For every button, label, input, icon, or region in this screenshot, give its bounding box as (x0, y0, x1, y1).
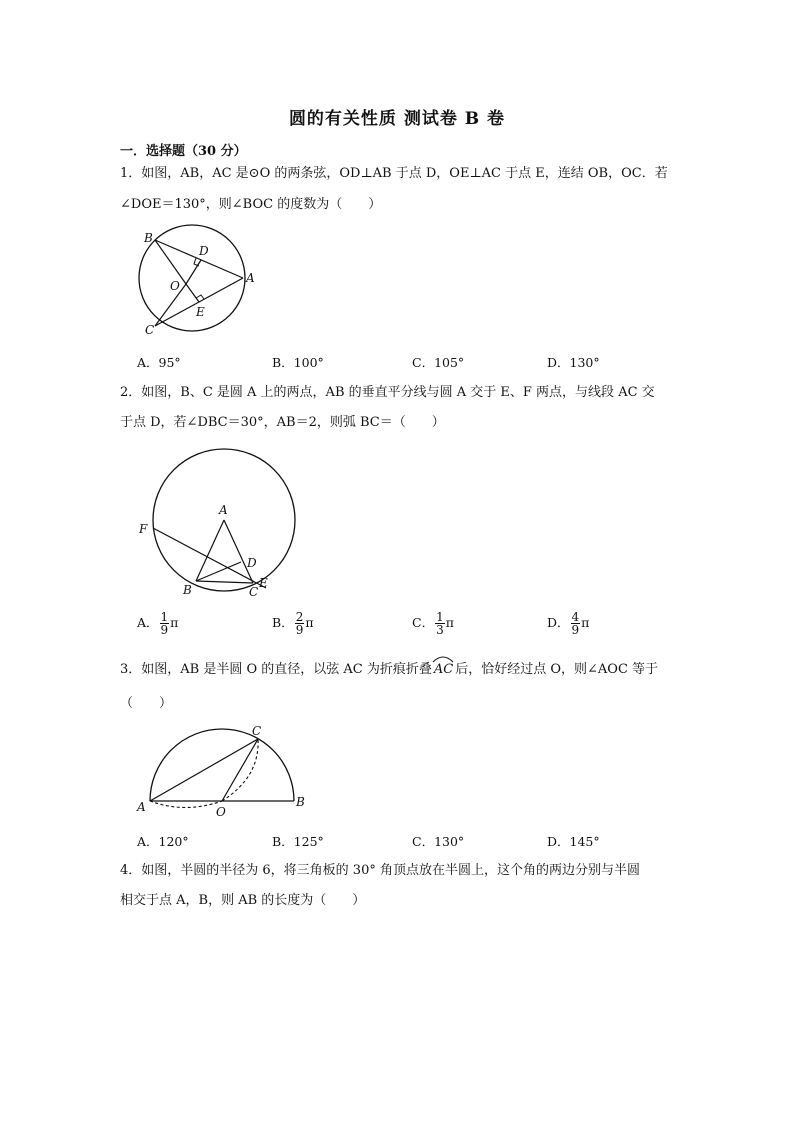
label-e: E (196, 305, 205, 319)
segment-bc (196, 581, 253, 583)
label-o: O (216, 805, 226, 819)
label-c: C (145, 323, 155, 337)
question-3-option-d: D．145° (547, 834, 600, 849)
label-b: B (144, 231, 153, 245)
question-2-option-a: A． $\frac{1}{9}$ π (137, 610, 179, 637)
question-2-option-b: B． $\frac{2}{9}$ π (272, 610, 314, 637)
label-c: C (249, 585, 259, 599)
label-e: E (259, 576, 268, 590)
circle-o (139, 225, 245, 331)
chord-ac (150, 739, 258, 801)
label-f: F (139, 522, 148, 536)
label-a: A (219, 503, 228, 517)
semicircle (150, 729, 294, 801)
question-2-option-d: D． $\frac{4}{9}$ π (547, 610, 590, 637)
segment-oe (186, 284, 199, 302)
label-c: C (252, 724, 262, 738)
question-3-option-a: A．120° (137, 834, 189, 849)
section-heading: 一．选择题（30 分） (120, 144, 247, 159)
question-2-option-c: C． $\frac{1}{3}$ π (412, 610, 454, 637)
segment-od (186, 260, 201, 284)
question-1-option-d: D．130° (547, 355, 600, 370)
right-angle-e (196, 295, 204, 299)
label-b: B (296, 795, 305, 809)
question-3-figure (130, 722, 320, 822)
question-2-line-2: 于点 D，若∠DBC＝30°，AB＝2，则弧 BC＝（ ） (120, 415, 445, 430)
label-a: A (137, 800, 146, 814)
question-1-figure (130, 222, 270, 347)
question-1-line-1: 1．如图，AB，AC 是⊙O 的两条弦，OD⊥AB 于点 D，OE⊥AC 于点 E，连结 OB，OC．若 (120, 166, 668, 181)
segment-ab (196, 520, 224, 581)
question-2-figure (130, 442, 305, 602)
question-1-option-b: B．100° (272, 355, 324, 370)
label-o: O (170, 279, 180, 293)
segment-oc (222, 739, 258, 801)
label-d: D (199, 244, 209, 258)
question-4-line-2: 相交于点 A，B，则 AB 的长度为（ ） (120, 893, 366, 908)
question-3-option-c: C．130° (412, 834, 465, 849)
question-4-line-1: 4．如图，半圆的半径为 6，将三角板的 30° 角顶点放在半圆上，这个角的两边分别与半圆 (120, 863, 640, 878)
page-title: 圆的有关性质 测试卷 B 卷 (288, 109, 506, 129)
question-1-option-c: C．105° (412, 355, 465, 370)
question-3-line-1: 3．如图，AB 是半圆 O 的直径，以弦 AC 为折痕折叠 AC 后，恰好经过点 O，则∠AOC 等于 (120, 662, 658, 678)
question-2-line-1: 2．如图，B、C 是圆 A 上的两点，AB 的垂直平分线与圆 A 交于 E、F 两点，与线段 AC 交 (120, 385, 655, 400)
label-a: A (246, 271, 255, 285)
label-d: D (247, 556, 257, 570)
question-1-line-2: ∠DOE＝130°，则∠BOC 的度数为（ ） (120, 197, 382, 212)
question-3-line-2: （ ） (120, 696, 173, 711)
label-b: B (183, 583, 192, 597)
arc-ac-notation: AC (432, 662, 455, 678)
folded-arc-lower (150, 801, 222, 808)
question-3-option-b: B．125° (272, 834, 324, 849)
question-1-option-a: A．95° (137, 355, 181, 370)
